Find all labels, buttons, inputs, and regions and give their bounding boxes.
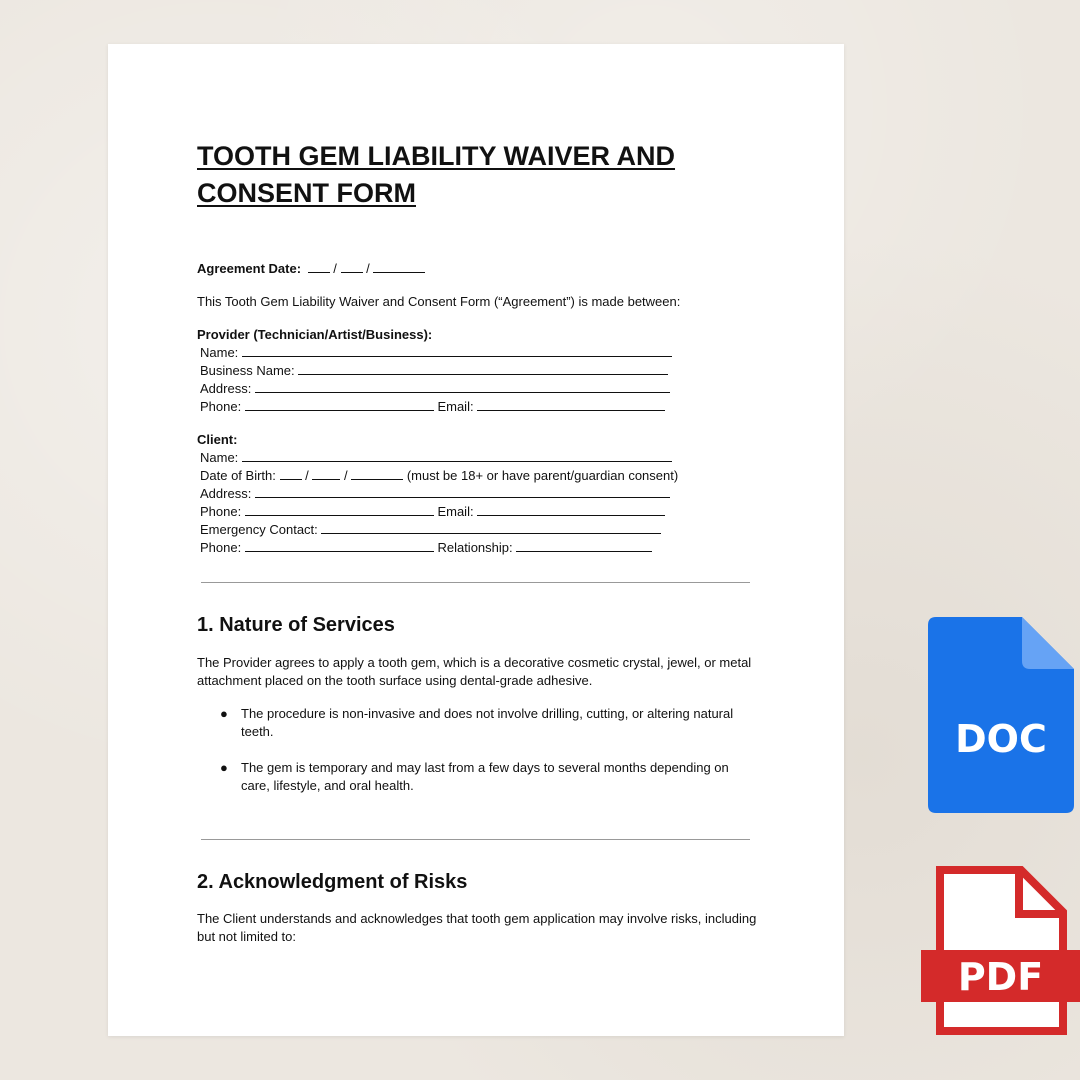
section1-paragraph: The Provider agrees to apply a tooth gem, which is a decorative cosmetic crystal, jewel, or metal attachment placed on the tooth surface using dental-grade adhesive. [197,655,752,688]
client-phone-email-field[interactable]: Phone: Email: [200,503,665,521]
document-page [108,44,844,1036]
bullet-icon: ● [220,760,228,775]
agreement-date-row: Agreement Date: / / [197,260,425,278]
client-address-field[interactable]: Address: [200,485,670,503]
section2-paragraph: The Client understands and acknowledges that tooth gem application may involve risks, including but not limited to: [197,911,757,944]
client-emergency-phone-field[interactable]: Phone: Relationship: [200,539,652,557]
doc-file-shape [928,617,1074,813]
section1-bullet: The gem is temporary and may last from a few days to several months depending on care, lifestyle, and oral health. [241,760,729,793]
provider-name-field[interactable]: Name: [200,344,672,362]
bullet-icon: ● [220,706,228,721]
pdf-file-shape [921,866,1080,1036]
provider-heading: Provider (Technician/Artist/Business): [197,327,433,342]
section1-heading: 1. Nature of Services [197,614,395,636]
doc-file-icon [928,617,1074,813]
intro-text: This Tooth Gem Liability Waiver and Consent Form (“Agreement”) is made between: [197,294,681,309]
client-emergency-contact-field[interactable]: Emergency Contact: [200,521,661,539]
section1-bullet: The procedure is non-invasive and does not involve drilling, cutting, or altering natural teeth. [241,706,734,739]
client-heading: Client: [197,432,238,447]
section-divider [201,582,750,583]
provider-business-name-field[interactable]: Business Name: [200,362,668,380]
client-name-field[interactable]: Name: [200,449,672,467]
agreement-date-label: Agreement Date: [197,261,302,276]
provider-phone-email-field[interactable]: Phone: Email: [200,398,665,416]
section-divider [201,839,750,840]
section2-heading: 2. Acknowledgment of Risks [197,871,468,893]
pdf-file-icon [921,866,1080,1036]
doc-label: DOC [955,717,1047,761]
document-title: TOOTH GEM LIABILITY WAIVER AND CONSENT FORM [197,141,676,208]
provider-address-field[interactable]: Address: [200,380,670,398]
client-dob-field[interactable]: Date of Birth: / / (must be 18+ or have parent/guardian consent) [200,468,679,483]
pdf-label: PDF [957,955,1044,999]
